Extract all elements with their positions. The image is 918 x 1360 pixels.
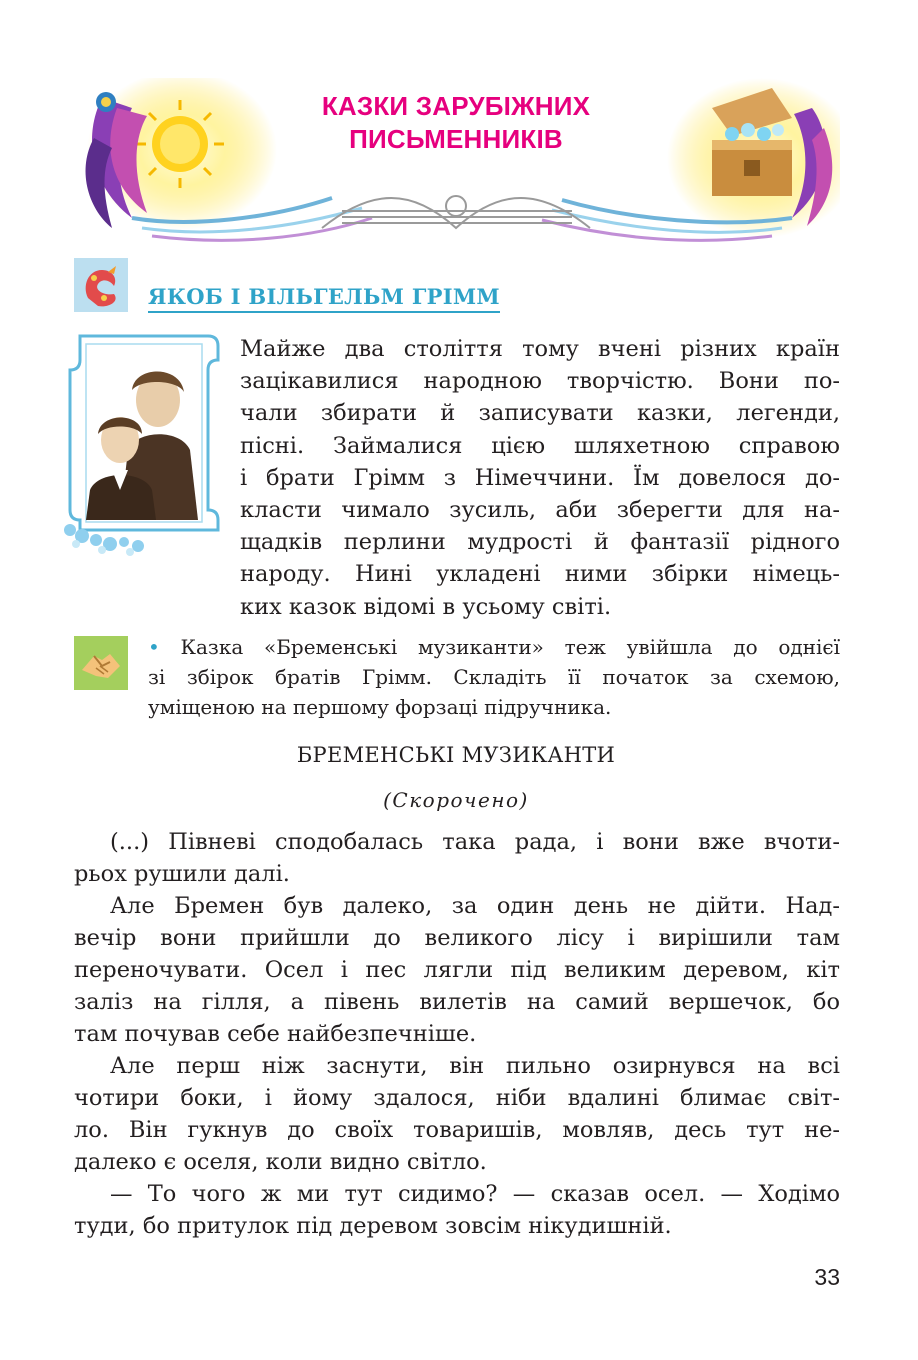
intro-line: щадків перлини мудрості й фантазії рідного xyxy=(240,529,840,556)
story-paragraph xyxy=(74,1178,840,1242)
story-line: чотири боки, і йому здалося, ніби вдалині блимає світ- xyxy=(74,1085,840,1111)
banner-title xyxy=(72,90,840,156)
story-line: (...) Півневі сподобалась така рада, і вони вже вчоти- xyxy=(110,829,840,855)
story-line: рьох рушили далі. xyxy=(74,861,290,887)
story-line: — То чого ж ми тут сидимо? — сказав осел. — Ходімо xyxy=(110,1181,840,1207)
story-paragraph xyxy=(74,890,840,1050)
intro-text xyxy=(240,333,840,623)
task-line: • Казка «Бременські музиканти» теж увійшла до однієї xyxy=(148,635,841,659)
banner-title-line2: ПИСЬМЕННИКІВ xyxy=(349,124,563,154)
bullet-icon: • xyxy=(148,635,160,659)
intro-line: зацікавилися народною творчістю. Вони по- xyxy=(240,368,840,395)
story-paragraph xyxy=(74,1050,840,1178)
story-line: Але перш ніж заснути, він пильно озирнувся на всі xyxy=(110,1053,840,1079)
music-flourish-icon xyxy=(322,196,590,228)
story-line: переночувати. Осел і пес лягли під великим деревом, кіт xyxy=(74,957,840,983)
story-line: далеко є оселя, коли видно світло. xyxy=(74,1149,487,1175)
intro-line: класти чимало зусиль, аби зберегти для на- xyxy=(240,497,840,524)
story-line: Але Бремен був далеко, за один день не дійти. Над- xyxy=(110,893,840,919)
intro-line: Майже два століття тому вчені різних країн xyxy=(240,336,840,362)
grimm-brothers-portrait xyxy=(58,330,230,558)
story-line: заліз на гілля, а півень вилетів на самий вершечок, бо xyxy=(74,989,840,1015)
author-heading: ЯКОБ І ВІЛЬГЕЛЬМ ГРІММ xyxy=(148,284,500,313)
story-line: вечір вони прийшли до великого лісу і вирішили там xyxy=(74,925,840,951)
story-subtitle: (Скорочено) xyxy=(383,788,529,812)
intro-line: і брати Грімм з Німеччини. Їм довелося до- xyxy=(240,464,840,491)
story-paragraph xyxy=(74,826,840,890)
intro-line: чали збирати й записувати казки, легенди, xyxy=(240,400,840,427)
intro-line: ких казок відомі в усьому світі. xyxy=(240,593,612,620)
story-line: туди, бо притулок під деревом зовсім нікудишній. xyxy=(74,1213,672,1239)
page-number: 33 xyxy=(814,1264,840,1290)
section-banner xyxy=(72,78,840,248)
handshake-icon xyxy=(74,636,128,690)
task-line: уміщеною на першому форзаці підручника. xyxy=(148,695,612,719)
dragon-icon xyxy=(74,258,128,312)
story-title: БРЕМЕНСЬКІ МУЗИКАНТИ xyxy=(296,743,616,767)
story-line: там почував себе найбезпечніше. xyxy=(74,1021,477,1047)
story-text xyxy=(74,826,840,1242)
story-line: ло. Він гукнув до своїх товаришів, мовляв, десь тут не- xyxy=(74,1117,840,1143)
intro-line: пісні. Займалися цією шляхетною справою xyxy=(240,432,840,459)
intro-line: народу. Нині укладені ними збірки німець- xyxy=(240,561,840,588)
banner-title-line1: КАЗКИ ЗАРУБІЖНИХ xyxy=(321,91,591,121)
task-text xyxy=(148,632,840,722)
task-line: зі збірок братів Грімм. Складіть її початок за схемою, xyxy=(148,665,840,689)
